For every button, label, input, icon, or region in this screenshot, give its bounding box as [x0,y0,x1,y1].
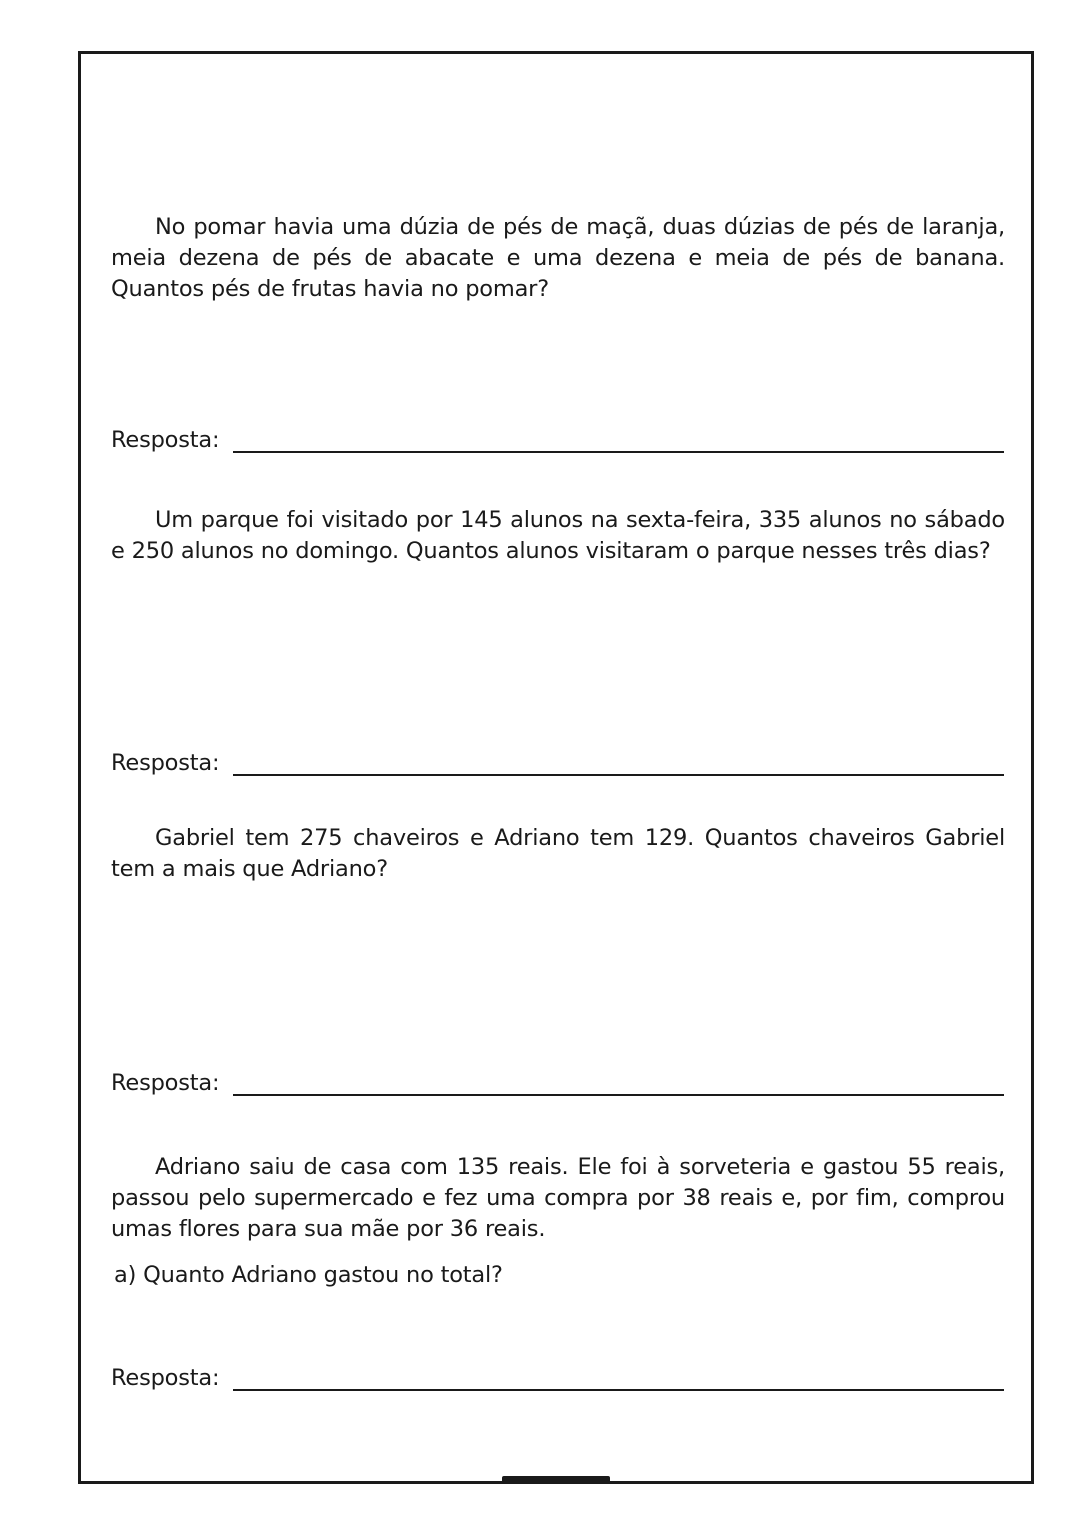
problem-3-text: Gabriel tem 275 chaveiros e Adriano tem 129. Quantos chaveiros Gabriel tem a mais que Adriano? [111,825,1005,882]
answer-label: Resposta: [111,1070,220,1096]
answer-label: Resposta: [111,1365,220,1391]
bottom-tab-mark [502,1476,610,1481]
problem-3-answer[interactable] [111,1065,1004,1099]
problem-4-answer[interactable] [111,1360,1004,1394]
problem-2-text: Um parque foi visitado por 145 alunos na sexta-feira, 335 alunos no sábado e 250 alunos no domingo. Quantos alunos visitaram o parque nesses três dias? [111,507,1005,564]
worksheet-frame [78,51,1034,1484]
answer-label: Resposta: [111,427,220,453]
problem-1-text: No pomar havia uma dúzia de pés de maçã, duas dúzias de pés de laranja, meia dezena de pés de abacate e uma dezena e meia de pés de banana. Quantos pés de frutas havia no pomar? [111,214,1005,302]
problem-2-answer[interactable] [111,745,1004,779]
answer-line[interactable] [233,1389,1004,1391]
problem-4-text: Adriano saiu de casa com 135 reais. Ele foi à sorveteria e gastou 55 reais, passou pelo supermercado e fez uma compra por 38 reais e, por fim, comprou umas flores para sua mãe por 36 reais. [111,1154,1005,1242]
problem-1-answer[interactable] [111,422,1004,456]
answer-line[interactable] [233,774,1004,776]
problem-4-sub-question: a) Quanto Adriano gastou no total? [114,1262,503,1288]
answer-line[interactable] [233,1094,1004,1096]
answer-line[interactable] [233,451,1004,453]
answer-label: Resposta: [111,750,220,776]
